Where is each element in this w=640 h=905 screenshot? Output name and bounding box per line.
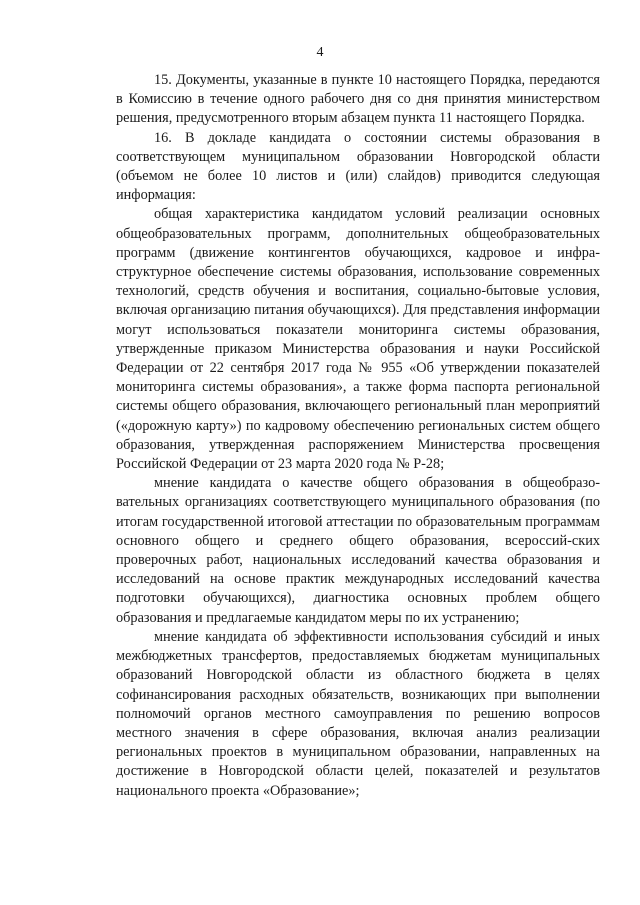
document-body xyxy=(116,71,600,801)
paragraph-general-characteristics: общая характеристика кандидатом условий реализации основных общеобразовательных программ, дополнительных общеобразовательных программ (движение контингентов обучающихся, кадровое и инфра-структурное обеспечение системы образования, использование современных технологий, средств обучения и воспитания, социально-бытовые условия, включая организацию питания обучающихся). Для представления информации могут использоваться показатели мониторинга системы образования, утвержденные приказом Министерства образования и науки Российской Федерации от 22 сентября 2017 года № 955 «Об утверждении показателей мониторинга системы образования», а также форма паспорта региональной системы общего образования, включающего региональный план мероприятий («дорожную карту») по кадровому обеспечению региональных систем общего образования, утвержденная распоряжением Министерства просвещения Российской Федерации от 23 марта 2020 года № Р-28; xyxy=(116,206,600,473)
paragraph-subsidies-opinion: мнение кандидата об эффективности использования субсидий и иных межбюджетных трансфертов, предоставляемых бюджетам муниципальных образований Новгородской области из областного бюджета в целях софинансирования расходных обязательств, возникающих при выполнении полномочий органов местного самоуправления по решению вопросов местного значения в сфере образования, включая анализ реализации региональных проектов в муниципальном образовании, направленных на достижение в Новгородской области целей, показателей и результатов национального проекта «Образование»; xyxy=(116,628,600,799)
paragraph-quality-opinion: мнение кандидата о качестве общего образования в общеобразо-вательных организациях соответствующего муниципального образования (по итогам государственной итоговой аттестации по образовательным программам основного общего и среднего общего образования, всероссий-ских проверочных работ, национальных исследований качества образования и исследований на основе практик международных исследований качества подготовки обучающихся), диагностика основных проблем общего образования и предлагаемые кандидатом меры по их устранению; xyxy=(116,475,600,626)
paragraph-16-report: 16. В докладе кандидата о состоянии системы образования в соответствующем муниципальном образовании Новгородской области (объемом не более 10 листов и (или) слайдов) приводится следующая информация: xyxy=(116,129,600,204)
page-number: 4 xyxy=(316,45,324,60)
paragraph-15-documents: 15. Документы, указанные в пункте 10 настоящего Порядка, передаются в Комиссию в течение одного рабочего дня со дня принятия министерством решения, предусмотренного вторым абзацем пункта 11 настоящего Порядка. xyxy=(116,72,600,127)
